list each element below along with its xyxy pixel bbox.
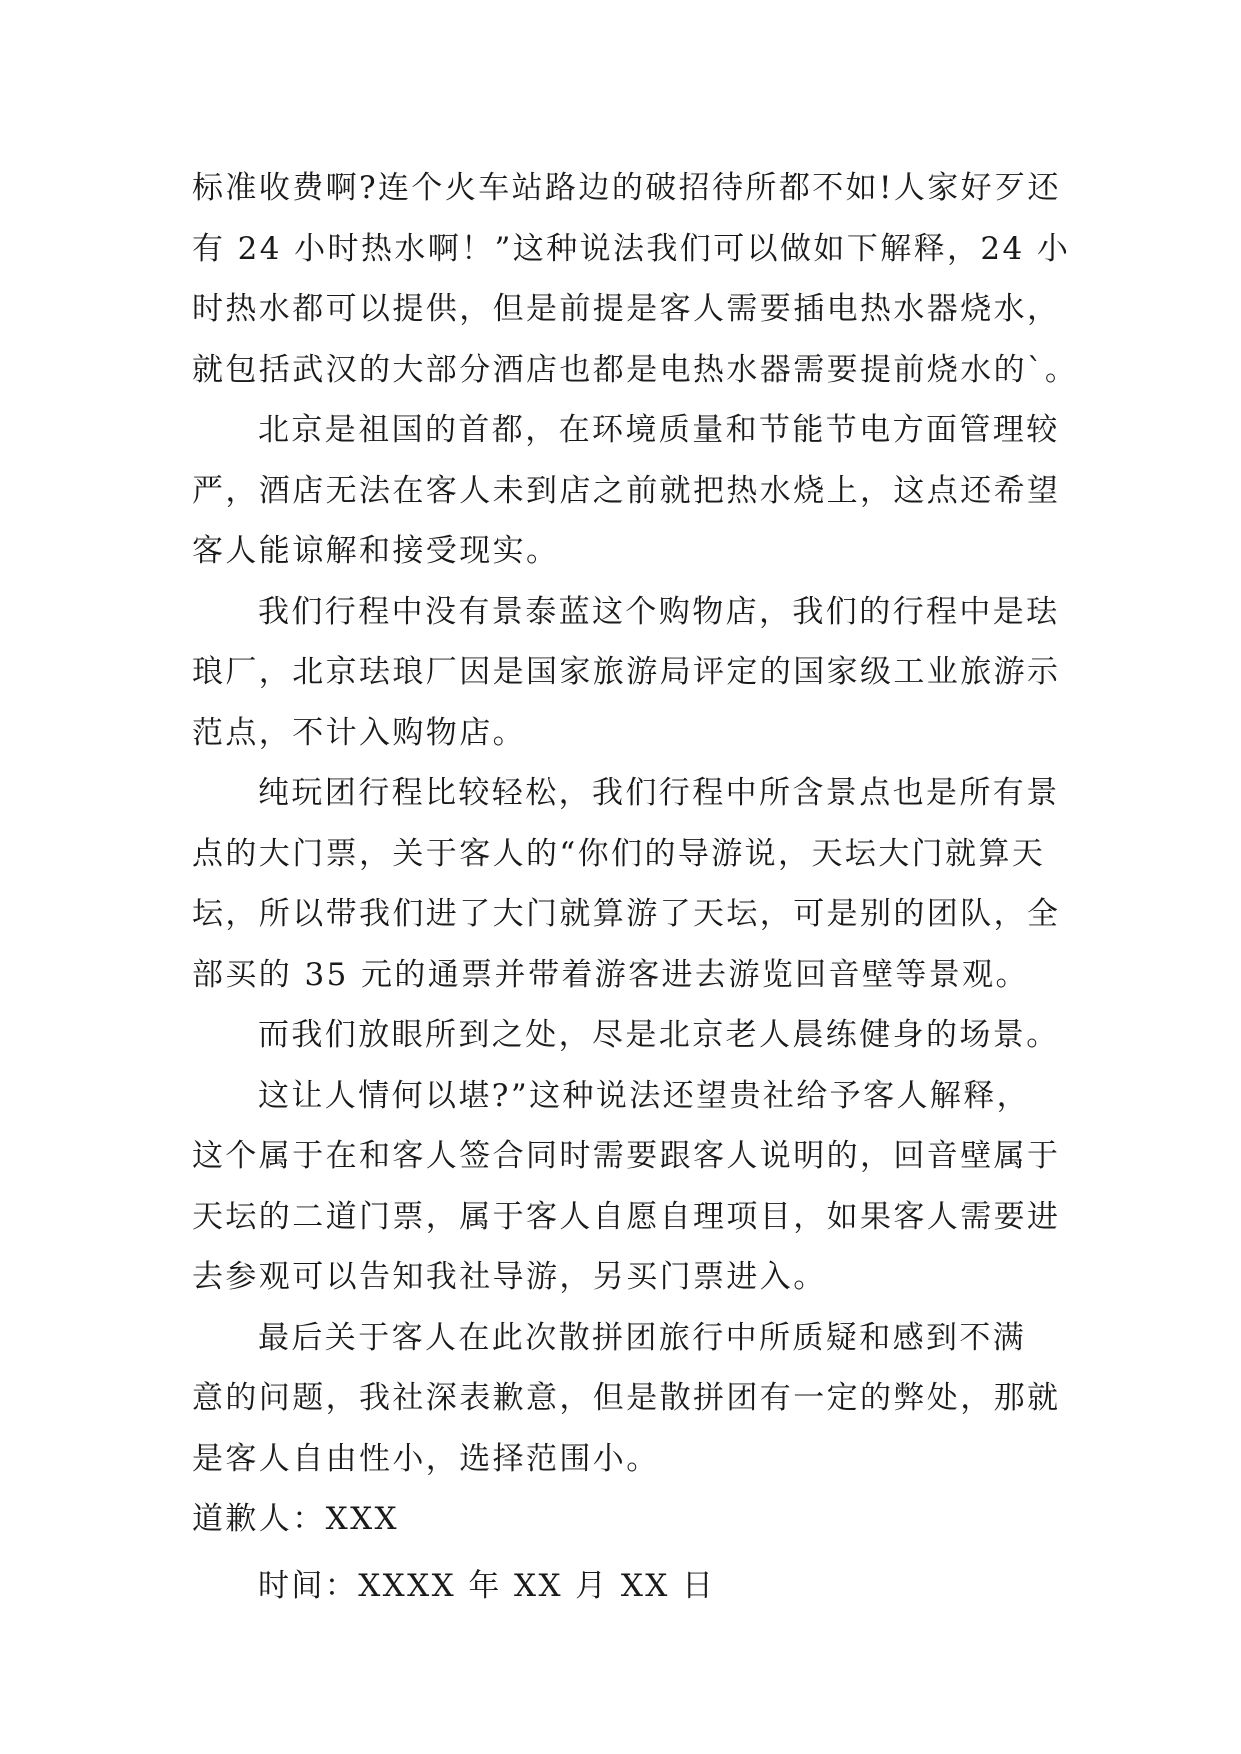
text-line: 严，酒店无法在客人未到店之前就把热水烧上，这点还希望: [192, 472, 1061, 509]
text-line: 而我们放眼所到之处，尽是北京老人晨练健身的场景。: [258, 1017, 1060, 1053]
paragraph-temple-of-heaven: [192, 763, 1062, 1005]
paragraph-beijing-capital: [192, 400, 1062, 582]
text-line: 最后关于客人在此次散拼团旅行中所质疑和感到不满: [258, 1319, 1027, 1356]
signer-line: 道歉人：XXX: [192, 1501, 400, 1537]
document-body: [192, 158, 1079, 1616]
text-line: 客人能谅解和接受现实。: [192, 533, 560, 569]
text-line: 是客人自由性小，选择范围小。: [192, 1440, 660, 1477]
text-line: 有 24 小时热水啊！”这种说法我们可以做如下解释，24 小: [192, 230, 1071, 267]
text-line: 坛，所以带我们进了大门就算游了天坛，可是别的团队，全: [192, 896, 1061, 932]
text-line: 时热水都可以提供，但是前提是客人需要插电热水器烧水，: [192, 291, 1061, 327]
paragraph-apology: [192, 1308, 1062, 1490]
text-line: 就包括武汉的大部分酒店也都是电热水器需要提前烧水的`。: [192, 351, 1079, 388]
paragraph-explanation: [192, 1066, 1062, 1308]
paragraph-hot-water: [192, 158, 1079, 400]
text-line: 天坛的二道门票，属于客人自愿自理项目，如果客人需要进: [192, 1198, 1061, 1235]
date-line: 时间：XXXX 年 XX 月 XX 日: [258, 1567, 716, 1604]
text-line: 意的问题，我社深表歉意，但是散拼团有一定的弊处，那就: [192, 1380, 1061, 1416]
text-line: 琅厂，北京珐琅厂因是国家旅游局评定的国家级工业旅游示: [192, 654, 1061, 690]
text-line: 我们行程中没有景泰蓝这个购物店，我们的行程中是珐: [258, 593, 1060, 630]
text-line: 纯玩团行程比较轻松，我们行程中所含景点也是所有景: [258, 775, 1060, 811]
text-line: 北京是祖国的首都，在环境质量和节能节电方面管理较: [258, 412, 1060, 448]
text-line: 这让人情何以堪?”这种说法还望贵社给予客人解释，: [258, 1077, 1031, 1114]
text-line: 点的大门票，关于客人的“你们的导游说，天坛大门就算天: [192, 835, 1046, 872]
paragraph-morning-exercise: [192, 1005, 1062, 1066]
text-line: 范点，不计入购物店。: [192, 714, 526, 751]
paragraph-shopping: [192, 582, 1062, 764]
text-line: 部买的 35 元的通票并带着游客进去游览回音壁等景观。: [192, 956, 1029, 993]
text-line: 去参观可以告知我社导游，另买门票进入。: [192, 1259, 827, 1295]
text-line: 标准收费啊?连个火车站路边的破招待所都不如!人家好歹还: [192, 170, 1061, 206]
text-line: 这个属于在和客人签合同时需要跟客人说明的，回音壁属于: [192, 1138, 1061, 1174]
